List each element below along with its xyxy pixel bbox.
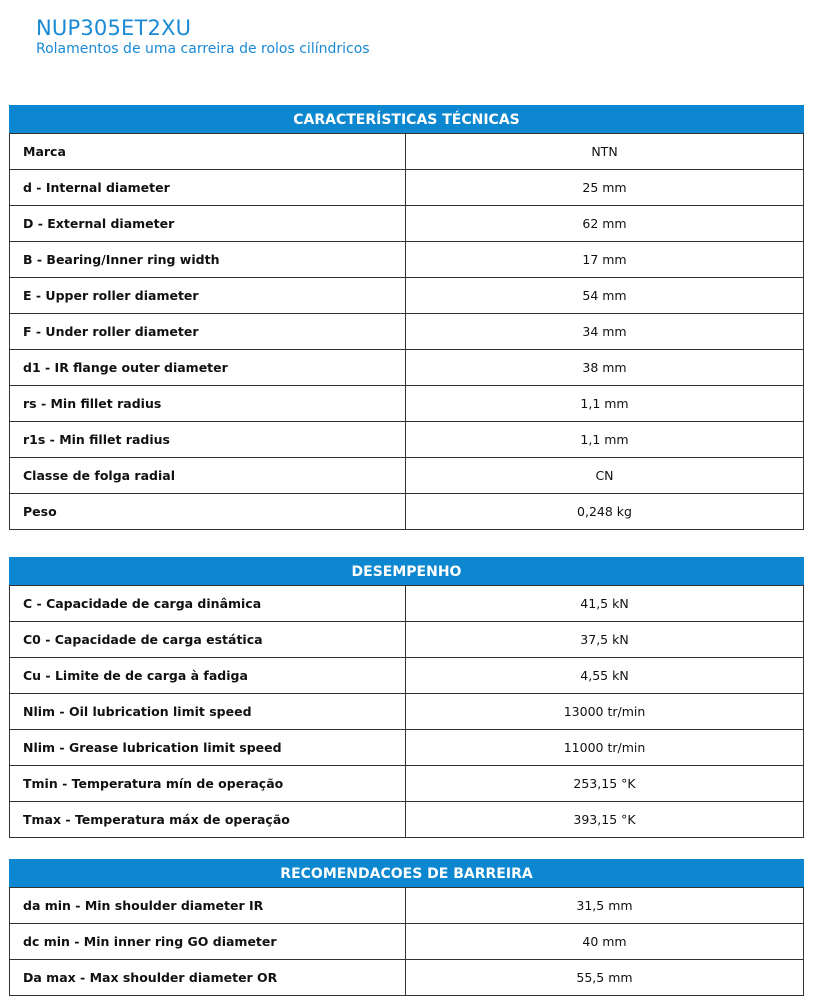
page-header <box>36 16 370 58</box>
table-row <box>10 888 804 924</box>
row-value: 1,1 mm <box>406 386 804 422</box>
row-label: C0 - Capacidade de carga estática <box>10 622 406 658</box>
spec-table <box>9 133 804 530</box>
row-label: dc min - Min inner ring GO diameter <box>10 924 406 960</box>
row-label: D - External diameter <box>10 206 406 242</box>
table-row <box>10 586 804 622</box>
row-value: 55,5 mm <box>406 960 804 996</box>
table-row <box>10 766 804 802</box>
table-row <box>10 658 804 694</box>
table-row <box>10 494 804 530</box>
table-row <box>10 730 804 766</box>
row-value: 41,5 kN <box>406 586 804 622</box>
table-row <box>10 314 804 350</box>
row-label: Tmin - Temperatura mín de operação <box>10 766 406 802</box>
section-shoulder-recommendations <box>9 859 804 996</box>
row-label: da min - Min shoulder diameter IR <box>10 888 406 924</box>
row-value: 253,15 °K <box>406 766 804 802</box>
row-value: 1,1 mm <box>406 422 804 458</box>
page-subtitle: Rolamentos de uma carreira de rolos cilíndricos <box>36 41 370 57</box>
row-value: 31,5 mm <box>406 888 804 924</box>
table-row <box>10 924 804 960</box>
section-heading: DESEMPENHO <box>9 557 804 585</box>
row-label: C - Capacidade de carga dinâmica <box>10 586 406 622</box>
row-value: 38 mm <box>406 350 804 386</box>
row-label: Marca <box>10 134 406 170</box>
table-row <box>10 422 804 458</box>
table-row <box>10 350 804 386</box>
row-label: Cu - Limite de de carga à fadiga <box>10 658 406 694</box>
table-row <box>10 458 804 494</box>
row-value: 393,15 °K <box>406 802 804 838</box>
section-heading: RECOMENDACOES DE BARREIRA <box>9 859 804 887</box>
row-value: 4,55 kN <box>406 658 804 694</box>
row-label: d1 - IR flange outer diameter <box>10 350 406 386</box>
row-value: 11000 tr/min <box>406 730 804 766</box>
row-value: 37,5 kN <box>406 622 804 658</box>
row-label: r1s - Min fillet radius <box>10 422 406 458</box>
row-value: 25 mm <box>406 170 804 206</box>
row-label: Da max - Max shoulder diameter OR <box>10 960 406 996</box>
page-title: NUP305ET2XU <box>36 16 192 40</box>
table-row <box>10 134 804 170</box>
row-value: 40 mm <box>406 924 804 960</box>
section-heading: CARACTERÍSTICAS TÉCNICAS <box>9 105 804 133</box>
row-label: F - Under roller diameter <box>10 314 406 350</box>
table-row <box>10 170 804 206</box>
row-value: NTN <box>406 134 804 170</box>
row-label: Tmax - Temperatura máx de operação <box>10 802 406 838</box>
table-row <box>10 960 804 996</box>
table-row <box>10 278 804 314</box>
row-label: E - Upper roller diameter <box>10 278 406 314</box>
row-value: 34 mm <box>406 314 804 350</box>
row-value: 54 mm <box>406 278 804 314</box>
row-label: Classe de folga radial <box>10 458 406 494</box>
section-technical-characteristics <box>9 105 804 530</box>
row-value: 0,248 kg <box>406 494 804 530</box>
table-row <box>10 386 804 422</box>
section-performance <box>9 557 804 838</box>
row-value: 62 mm <box>406 206 804 242</box>
row-label: B - Bearing/Inner ring width <box>10 242 406 278</box>
spec-table <box>9 585 804 838</box>
table-row <box>10 694 804 730</box>
table-row <box>10 206 804 242</box>
row-label: rs - Min fillet radius <box>10 386 406 422</box>
table-row <box>10 242 804 278</box>
row-label: d - Internal diameter <box>10 170 406 206</box>
row-value: 13000 tr/min <box>406 694 804 730</box>
table-row <box>10 802 804 838</box>
table-row <box>10 622 804 658</box>
row-value: 17 mm <box>406 242 804 278</box>
row-label: Peso <box>10 494 406 530</box>
row-label: Nlim - Grease lubrication limit speed <box>10 730 406 766</box>
spec-table <box>9 887 804 996</box>
row-value: CN <box>406 458 804 494</box>
row-label: Nlim - Oil lubrication limit speed <box>10 694 406 730</box>
